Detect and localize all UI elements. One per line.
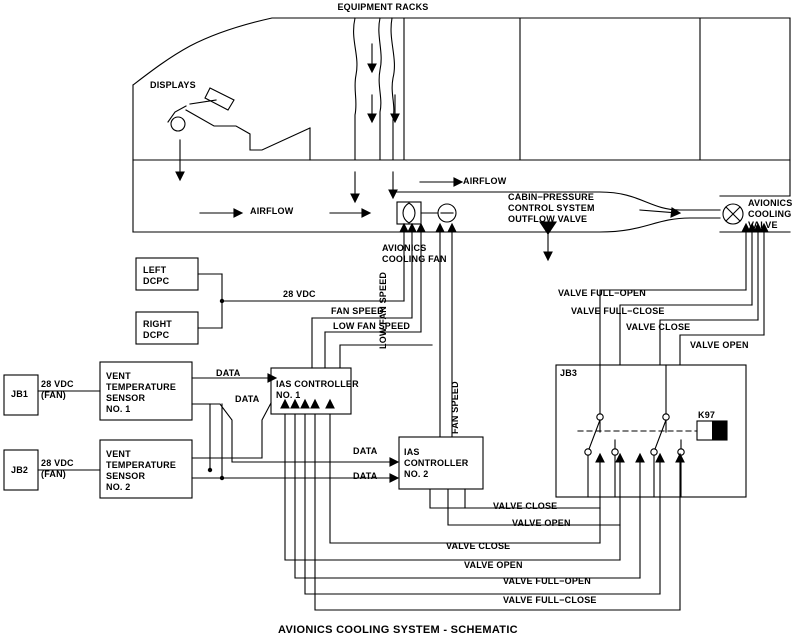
wire-fan-speed-2-arrow: [436, 224, 444, 232]
fan-speed-label: FAN SPEED: [331, 306, 384, 316]
jb1-label: JB1: [11, 389, 29, 399]
jb2-label: JB2: [11, 465, 29, 475]
riser-2-arrow: [616, 454, 624, 462]
valve-x: [726, 207, 740, 221]
displays-label: DISPLAYS: [150, 80, 196, 90]
rack-duct-right-b: [391, 18, 394, 160]
rack-arrow-1-head: [368, 64, 376, 72]
wire-sensor1-data-c2-arrow: [390, 458, 398, 466]
rack-arrow-2-head: [368, 114, 376, 122]
jb1-power-label: 28 VDC (FAN): [41, 379, 74, 400]
rack-duct-right-a: [379, 18, 381, 160]
rack-duct-left: [354, 18, 357, 160]
cockpit-floor-profile: [186, 110, 310, 150]
fan-speed-vertical-label: FAN SPEED: [450, 381, 460, 434]
valve-full-close-top-label: VALVE FULL−CLOSE: [571, 306, 665, 316]
wire-fan-speed-1: [312, 226, 412, 318]
dcpc-power-label: 28 VDC: [283, 289, 316, 299]
wire-c1-valve-full-close-b: [315, 414, 680, 610]
outflow-valve-leader-head: [544, 252, 552, 260]
fan-housing: [397, 202, 421, 224]
wire-sensor1-data-a-arrow: [268, 374, 276, 382]
contact-c-top: [663, 414, 669, 420]
valve-close-b2-label: VALVE CLOSE: [446, 541, 511, 551]
wire-c1-arrow-1: [281, 400, 289, 408]
wire-low-fan-speed-2-arrow: [448, 224, 456, 232]
wire-sensor2-data-c2-arrow: [390, 474, 398, 482]
valve-full-open-b-label: VALVE FULL−OPEN: [503, 576, 591, 586]
rack-down-to-duct-1-head: [351, 194, 359, 202]
data-label-2: DATA: [235, 394, 260, 404]
wire-c1-arrow-2: [291, 400, 299, 408]
contact-a-top: [597, 414, 603, 420]
wire-28vdc-arrow: [400, 224, 408, 232]
duct-curve-bottom: [600, 218, 720, 232]
valve-open-b1-label: VALVE OPEN: [512, 518, 571, 528]
junction-dot-2: [208, 468, 212, 472]
contact-c-bottom: [651, 449, 657, 455]
low-fan-speed-vertical-label: LOW FAN SPEED: [378, 271, 388, 349]
figure-title: AVIONICS COOLING SYSTEM - SCHEMATIC: [278, 624, 518, 636]
valve-full-open-top-label: VALVE FULL−OPEN: [558, 288, 646, 298]
rack-down-to-duct-2-head: [389, 190, 397, 198]
valve-full-close-b-label: VALVE FULL−CLOSE: [503, 595, 597, 605]
airflow-arrow-a-head: [234, 209, 242, 217]
airflow-label-2: AIRFLOW: [463, 176, 507, 186]
left-dcpc-label: LEFT DCPC: [143, 265, 170, 286]
fuselage-top: [133, 18, 790, 85]
low-fan-speed-label: LOW FAN SPEED: [333, 321, 411, 331]
riser-4-arrow: [656, 454, 664, 462]
relay-k97-label: K97: [698, 410, 716, 420]
contact-a-blade: [589, 420, 600, 449]
data-label-3: DATA: [353, 446, 378, 456]
vent-temp-sensor-2-label: VENT TEMPERATURE SENSOR NO. 2: [106, 449, 177, 492]
equipment-racks-label: EQUIPMENT RACKS: [337, 2, 429, 12]
display-panel: [205, 88, 234, 110]
riser-1-arrow: [596, 454, 604, 462]
right-dcpc-label: RIGHT DCPC: [143, 319, 172, 340]
airflow-label-1: AIRFLOW: [250, 206, 294, 216]
avionics-cooling-valve-label: AVIONICS COOLING VALVE: [748, 198, 793, 230]
wire-c1-arrow-4: [311, 400, 319, 408]
wire-low-fan-speed-1-arrow: [417, 224, 425, 232]
outflow-valve-label: CABIN−PRESSURE CONTROL SYSTEM OUTFLOW VALVE: [508, 192, 595, 224]
data-label-4: DATA: [353, 471, 378, 481]
data-label-1: DATA: [216, 368, 241, 378]
airflow-arrow-c-head: [454, 178, 462, 186]
pilot-head: [171, 117, 185, 131]
wire-fan-speed-1-arrow: [408, 224, 416, 232]
wire-c1-arrow-3: [301, 400, 309, 408]
riser-3-arrow: [636, 454, 644, 462]
wire-c1-arrow-5: [326, 400, 334, 408]
contact-c-blade: [655, 420, 666, 449]
avionics-cooling-fan-label: AVIONICS COOLING FAN: [382, 243, 447, 264]
jb2-power-label: 28 VDC (FAN): [41, 458, 74, 479]
valve-open-b2-label: VALVE OPEN: [464, 560, 523, 570]
rack-arrow-3-head: [391, 114, 399, 122]
relay-k97-fill: [712, 421, 727, 440]
duct-curve-top: [600, 192, 720, 210]
contact-d-bottom: [678, 449, 684, 455]
cockpit-arrow-head: [176, 172, 184, 180]
ias-controller-1-label: IAS CONTROLLER NO. 1: [276, 379, 359, 400]
junction-dot-3: [220, 476, 224, 480]
airflow-arrow-b-head: [362, 209, 370, 217]
fan-blades: [403, 203, 415, 223]
junction-dot-1: [220, 299, 224, 303]
valve-close-b1-label: VALVE CLOSE: [493, 501, 558, 511]
jb3-label: JB3: [560, 368, 578, 378]
contact-a-bottom: [585, 449, 591, 455]
ias-controller-2-label: IAS CONTROLLER NO. 2: [404, 447, 469, 479]
contact-b-bottom: [612, 449, 618, 455]
valve-close-top-label: VALVE CLOSE: [626, 322, 691, 332]
vent-temp-sensor-1-label: VENT TEMPERATURE SENSOR NO. 1: [106, 371, 177, 414]
valve-open-top-label: VALVE OPEN: [690, 340, 749, 350]
